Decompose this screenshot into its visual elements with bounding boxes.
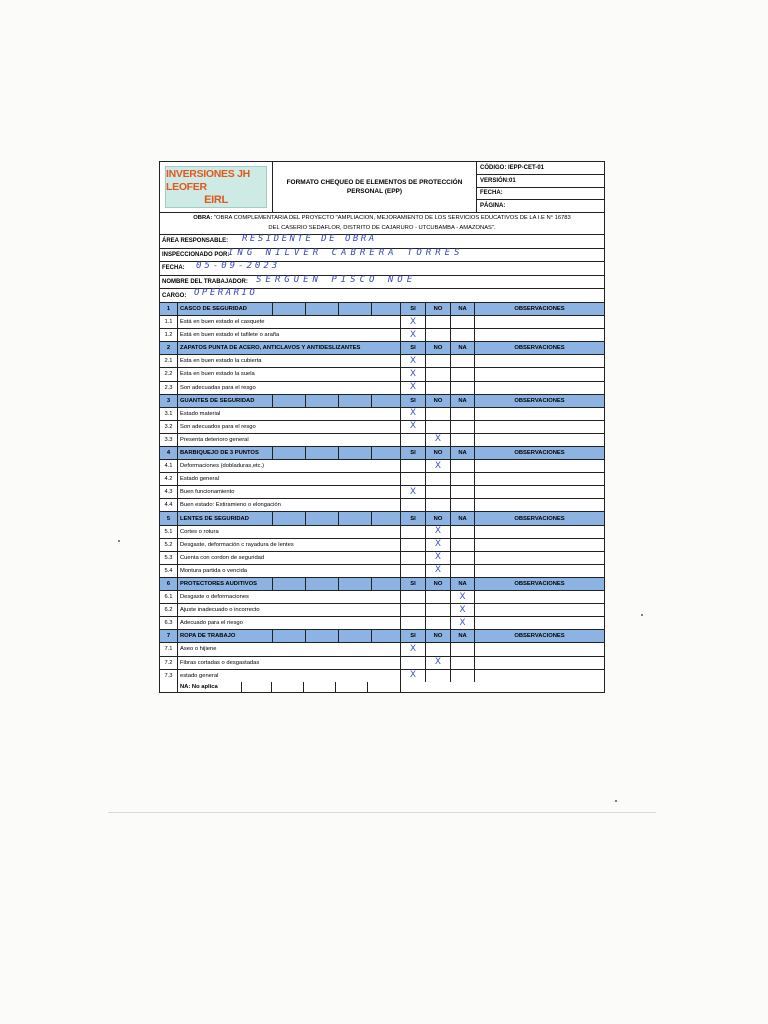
- position-value: OPERARIO: [194, 288, 258, 299]
- answer-si-cell[interactable]: [401, 486, 426, 498]
- checklist-item: [160, 552, 604, 565]
- answer-no-cell[interactable]: [426, 552, 451, 564]
- check-mark: X: [459, 591, 466, 602]
- checklist-item: [160, 355, 604, 368]
- section-number: 1: [160, 303, 178, 315]
- col-no-label: NO: [426, 303, 451, 315]
- section-header-6: [160, 578, 604, 591]
- answer-na-cell[interactable]: [451, 355, 475, 367]
- answer-no-cell[interactable]: [426, 643, 451, 655]
- answer-no-cell[interactable]: [426, 657, 451, 669]
- answer-no-cell[interactable]: [426, 617, 451, 629]
- section-header-5: [160, 512, 604, 525]
- checklist-item: [160, 591, 604, 604]
- answer-na-cell[interactable]: [451, 670, 475, 682]
- section-title: ROPA DE TRABAJO: [178, 630, 273, 642]
- obra-line2: DEL CASERIO SEDAFLOR, DISTRITO DE CAJARURO - UTCUBAMBA - AMAZONAS".: [268, 224, 496, 231]
- check-mark: X: [459, 604, 466, 615]
- section-title: CASCO DE SEGURIDAD: [178, 303, 273, 315]
- section-header-4: [160, 447, 604, 460]
- checklist-item: [160, 316, 604, 329]
- check-mark: X: [409, 670, 417, 681]
- answer-si-cell[interactable]: [401, 473, 426, 485]
- observation-cell[interactable]: [475, 382, 604, 394]
- checklist-item: [160, 486, 604, 499]
- checklist-item: [160, 499, 604, 512]
- answer-na-cell[interactable]: [451, 539, 475, 551]
- col-na-label: NA: [451, 303, 475, 315]
- section-title: LENTES DE SEGURIDAD: [178, 512, 273, 524]
- position-label: CARGO:: [162, 292, 187, 299]
- item-description: Fibras cortadas o desgastadas: [178, 657, 401, 669]
- check-mark: X: [409, 355, 417, 366]
- col-na-label: NA: [451, 512, 475, 524]
- answer-si-cell[interactable]: [401, 604, 426, 616]
- col-obs-label: OBSERVACIONES: [514, 580, 565, 587]
- check-mark: X: [409, 408, 417, 419]
- section-title: BARBIQUEJO DE 3 PUNTOS: [178, 447, 273, 459]
- item-description: Esta en buen estado la cubierta: [178, 355, 401, 367]
- worker-value: SERGUEN PISCO NOE: [256, 274, 417, 285]
- item-description: estado general: [178, 670, 401, 682]
- observation-cell[interactable]: [475, 434, 604, 446]
- inspector-label: INSPECCIONADO POR:: [162, 251, 230, 258]
- observation-cell[interactable]: [475, 552, 604, 564]
- check-mark: X: [459, 617, 466, 628]
- observation-cell[interactable]: [475, 355, 604, 367]
- observation-cell[interactable]: [475, 316, 604, 328]
- scan-speck: [615, 800, 617, 802]
- check-mark: X: [409, 382, 417, 393]
- project-description: [160, 213, 604, 235]
- answer-no-cell[interactable]: [426, 499, 451, 511]
- date-value: 05-09-2023: [196, 261, 281, 272]
- observation-cell[interactable]: [475, 499, 604, 511]
- item-description: Ajuste inadecuado o incorrecto: [178, 604, 401, 616]
- item-number: 4.4: [160, 499, 178, 511]
- item-number: 7.3: [160, 670, 178, 682]
- date-label: FECHA:: [162, 265, 185, 272]
- item-description: Son adecuados para el resgo: [178, 421, 401, 433]
- observation-cell[interactable]: [475, 329, 604, 341]
- check-mark: X: [409, 643, 417, 654]
- inspector-row: [160, 249, 604, 263]
- answer-no-cell[interactable]: [426, 539, 451, 551]
- item-description: Deformaciones (dobladuras,etc.): [178, 460, 401, 472]
- answer-si-cell[interactable]: [401, 591, 426, 603]
- answer-na-cell[interactable]: [451, 643, 475, 655]
- form-header: [160, 162, 604, 213]
- answer-no-cell[interactable]: [426, 565, 451, 577]
- scan-speck: [118, 540, 120, 542]
- doc-date: FECHA:: [477, 188, 604, 201]
- checklist-table: [160, 303, 604, 682]
- answer-no-cell[interactable]: [426, 526, 451, 538]
- col-na-label: NA: [451, 395, 475, 407]
- col-na-label: NA: [451, 578, 475, 590]
- checklist-item: [160, 526, 604, 539]
- section-number: 7: [160, 630, 178, 642]
- answer-si-cell[interactable]: [401, 617, 426, 629]
- doc-version: VERSIÓN:01: [477, 175, 604, 188]
- answer-no-cell[interactable]: [426, 355, 451, 367]
- item-description: Presenta deterioro general: [178, 434, 401, 446]
- check-mark: X: [409, 486, 417, 497]
- answer-no-cell[interactable]: [426, 421, 451, 433]
- answer-no-cell[interactable]: [426, 408, 451, 420]
- item-number: 5.2: [160, 539, 178, 551]
- answer-na-cell[interactable]: [451, 434, 475, 446]
- check-mark: X: [409, 329, 417, 340]
- section-number: 6: [160, 578, 178, 590]
- answer-no-cell[interactable]: [426, 316, 451, 328]
- observation-cell[interactable]: [475, 421, 604, 433]
- obra-line1: "OBRA COMPLEMENTARIA DEL PROYECTO "AMPLIACION, MEJORAMIENTO DE LOS SERVICIOS EDUCATIVOS DE LA I.E N° 16783: [213, 215, 571, 221]
- section-header-1: [160, 303, 604, 316]
- answer-na-cell[interactable]: [451, 460, 475, 472]
- item-number: 3.2: [160, 421, 178, 433]
- observation-cell[interactable]: [475, 604, 604, 616]
- observation-cell[interactable]: [475, 539, 604, 551]
- observation-cell[interactable]: [475, 617, 604, 629]
- logo-text-line1: INVERSIONES JH LEOFER: [166, 167, 250, 193]
- check-mark: X: [409, 421, 417, 432]
- observation-cell[interactable]: [475, 565, 604, 577]
- item-number: 4.1: [160, 460, 178, 472]
- answer-si-cell[interactable]: [401, 329, 426, 341]
- checklist-item: [160, 539, 604, 552]
- item-number: 7.2: [160, 657, 178, 669]
- form-title: FORMATO CHEQUEO DE ELEMENTOS DE PROTECCIÓN PERSONAL (EPP): [273, 162, 477, 212]
- checklist-item: [160, 329, 604, 342]
- area-row: [160, 235, 604, 249]
- item-number: 5.4: [160, 565, 178, 577]
- doc-page: PÁGINA:: [480, 203, 506, 210]
- answer-na-cell[interactable]: [451, 329, 475, 341]
- answer-si-cell[interactable]: [401, 670, 426, 682]
- answer-na-cell[interactable]: [451, 617, 475, 629]
- answer-no-cell[interactable]: [426, 329, 451, 341]
- checklist-item: [160, 473, 604, 486]
- section-title: ZAPATOS PUNTA DE ACERO, ANTICLAVOS Y ANTIDESLIZANTES: [180, 345, 361, 352]
- item-description: Cortes o rotura: [178, 526, 401, 538]
- col-na-label: NA: [451, 342, 475, 354]
- col-obs-label: OBSERVACIONES: [514, 306, 565, 313]
- item-description: Está en buen estado el tafilete o araña: [178, 329, 401, 341]
- area-label: ÁREA RESPONSABLE:: [162, 238, 229, 245]
- answer-si-cell[interactable]: [401, 368, 426, 380]
- item-description: Cuenta con cordon de seguridad: [178, 552, 401, 564]
- item-number: 3.1: [160, 408, 178, 420]
- check-mark: X: [434, 552, 442, 563]
- col-no-label: NO: [426, 395, 451, 407]
- item-number: 2.3: [160, 382, 178, 394]
- section-header-2: [160, 342, 604, 355]
- observation-cell[interactable]: [475, 460, 604, 472]
- answer-na-cell[interactable]: [451, 421, 475, 433]
- item-number: 6.2: [160, 604, 178, 616]
- col-no-label: NO: [426, 512, 451, 524]
- answer-si-cell[interactable]: [401, 657, 426, 669]
- answer-si-cell[interactable]: [401, 526, 426, 538]
- col-si-label: SI: [401, 342, 426, 354]
- checklist-item: [160, 604, 604, 617]
- item-number: 5.1: [160, 526, 178, 538]
- inspector-value: ING NILVER CABRERA TORRES: [228, 247, 464, 258]
- section-title: GUANTES DE SEGURIDAD: [178, 395, 273, 407]
- checklist-item: [160, 408, 604, 421]
- answer-na-cell[interactable]: [451, 604, 475, 616]
- item-description: Desgaste o deformaciones: [178, 591, 401, 603]
- item-description: Desgaste, deformación c rayadura de lentes: [178, 539, 401, 551]
- check-mark: X: [434, 657, 442, 668]
- answer-si-cell[interactable]: [401, 382, 426, 394]
- answer-na-cell[interactable]: [451, 382, 475, 394]
- item-number: 1.2: [160, 329, 178, 341]
- section-number: 3: [160, 395, 178, 407]
- answer-si-cell[interactable]: [401, 552, 426, 564]
- checklist-item: [160, 643, 604, 656]
- answer-si-cell[interactable]: [401, 499, 426, 511]
- section-number: 5: [160, 512, 178, 524]
- item-number: 3.3: [160, 434, 178, 446]
- col-si-label: SI: [401, 395, 426, 407]
- col-obs-label: OBSERVACIONES: [514, 633, 565, 640]
- item-number: 4.2: [160, 473, 178, 485]
- observation-cell[interactable]: [475, 473, 604, 485]
- item-number: 5.3: [160, 552, 178, 564]
- col-no-label: NO: [426, 630, 451, 642]
- item-number: 6.1: [160, 591, 178, 603]
- answer-na-cell[interactable]: [451, 565, 475, 577]
- item-description: Adecuado para el riesgo: [178, 617, 401, 629]
- company-logo: [160, 162, 273, 212]
- observation-cell[interactable]: [475, 486, 604, 498]
- answer-si-cell[interactable]: [401, 421, 426, 433]
- checklist-item: [160, 657, 604, 670]
- observation-cell[interactable]: [475, 591, 604, 603]
- answer-na-cell[interactable]: [451, 368, 475, 380]
- scan-speck: [641, 614, 643, 616]
- answer-no-cell[interactable]: [426, 604, 451, 616]
- item-description: Buen estado: Estiramieno o elongación: [178, 499, 401, 511]
- answer-na-cell[interactable]: [451, 657, 475, 669]
- check-mark: X: [434, 539, 442, 550]
- item-number: 7.1: [160, 643, 178, 655]
- date-row: [160, 262, 604, 276]
- item-description: Está en buen estado el casquete: [178, 316, 401, 328]
- item-description: Estado general: [178, 473, 401, 485]
- col-si-label: SI: [401, 512, 426, 524]
- check-mark: X: [434, 434, 442, 445]
- checklist-item: [160, 460, 604, 473]
- checklist-item: [160, 670, 604, 682]
- answer-no-cell[interactable]: [426, 670, 451, 682]
- answer-na-cell[interactable]: [451, 473, 475, 485]
- answer-si-cell[interactable]: [401, 643, 426, 655]
- answer-na-cell[interactable]: [451, 526, 475, 538]
- item-description: Estado material: [178, 408, 401, 420]
- item-description: Montura partida o vencida: [178, 565, 401, 577]
- answer-na-cell[interactable]: [451, 499, 475, 511]
- checklist-item: [160, 617, 604, 630]
- col-si-label: SI: [401, 303, 426, 315]
- section-header-3: [160, 395, 604, 408]
- section-header-7: [160, 630, 604, 643]
- doc-code: CÓDIGO: IEPP-CET-01: [477, 162, 604, 175]
- answer-si-cell[interactable]: [401, 565, 426, 577]
- answer-no-cell[interactable]: [426, 460, 451, 472]
- col-si-label: SI: [401, 630, 426, 642]
- answer-na-cell[interactable]: [451, 316, 475, 328]
- col-na-label: NA: [451, 447, 475, 459]
- checklist-item: [160, 421, 604, 434]
- answer-si-cell[interactable]: [401, 434, 426, 446]
- answer-no-cell[interactable]: [426, 434, 451, 446]
- observation-cell[interactable]: [475, 408, 604, 420]
- check-mark: X: [434, 460, 442, 471]
- obra-label: OBRA:: [193, 215, 213, 221]
- answer-no-cell[interactable]: [426, 473, 451, 485]
- item-description: Buen funcionamiento: [178, 486, 401, 498]
- col-na-label: NA: [451, 630, 475, 642]
- observation-cell[interactable]: [475, 643, 604, 655]
- document-meta: [477, 162, 604, 212]
- observation-cell[interactable]: [475, 670, 604, 682]
- answer-no-cell[interactable]: [426, 486, 451, 498]
- check-mark: X: [434, 565, 442, 576]
- checklist-item: [160, 565, 604, 578]
- answer-si-cell[interactable]: [401, 460, 426, 472]
- footer-row: [160, 682, 604, 692]
- answer-si-cell[interactable]: [401, 539, 426, 551]
- section-title: PROTECTORES AUDITIVOS: [178, 578, 273, 590]
- item-number: 2.1: [160, 355, 178, 367]
- observation-cell[interactable]: [475, 657, 604, 669]
- footer-note: NA: No aplica: [178, 682, 242, 692]
- checklist-item: [160, 434, 604, 447]
- item-description: Aseo o hijiene: [178, 643, 401, 655]
- col-no-label: NO: [426, 342, 451, 354]
- answer-no-cell[interactable]: [426, 591, 451, 603]
- col-no-label: NO: [426, 578, 451, 590]
- worker-row: [160, 276, 604, 290]
- check-mark: X: [409, 368, 417, 379]
- area-value: RESIDENTE DE OBRA: [242, 234, 377, 244]
- col-obs-label: OBSERVACIONES: [514, 515, 565, 522]
- scan-edge-line: [108, 812, 656, 813]
- checklist-item: [160, 368, 604, 381]
- checklist-item: [160, 382, 604, 395]
- answer-na-cell[interactable]: [451, 591, 475, 603]
- col-obs-label: OBSERVACIONES: [514, 397, 565, 404]
- observation-cell[interactable]: [475, 368, 604, 380]
- logo-text-line2: EIRL: [204, 193, 228, 206]
- section-number: 2: [160, 342, 178, 354]
- answer-si-cell[interactable]: [401, 316, 426, 328]
- answer-no-cell[interactable]: [426, 368, 451, 380]
- check-mark: X: [409, 316, 417, 327]
- item-number: 4.3: [160, 486, 178, 498]
- item-number: 2.2: [160, 368, 178, 380]
- observation-cell[interactable]: [475, 526, 604, 538]
- worker-label: NOMBRE DEL TRABAJADOR:: [162, 279, 248, 286]
- col-si-label: SI: [401, 578, 426, 590]
- position-row: [160, 289, 604, 303]
- item-number: 6.3: [160, 617, 178, 629]
- section-number: 4: [160, 447, 178, 459]
- answer-na-cell[interactable]: [451, 552, 475, 564]
- col-obs-label: OBSERVACIONES: [514, 345, 565, 352]
- answer-na-cell[interactable]: [451, 408, 475, 420]
- answer-si-cell[interactable]: [401, 408, 426, 420]
- check-mark: X: [434, 526, 442, 537]
- answer-na-cell[interactable]: [451, 486, 475, 498]
- answer-no-cell[interactable]: [426, 382, 451, 394]
- col-si-label: SI: [401, 447, 426, 459]
- item-description: Esta en buen estado la suela: [178, 368, 401, 380]
- item-number: 1.1: [160, 316, 178, 328]
- epp-checklist-form: [159, 161, 605, 693]
- answer-si-cell[interactable]: [401, 355, 426, 367]
- col-obs-label: OBSERVACIONES: [514, 450, 565, 457]
- col-no-label: NO: [426, 447, 451, 459]
- item-description: Son adecuadas para el resgo: [178, 382, 401, 394]
